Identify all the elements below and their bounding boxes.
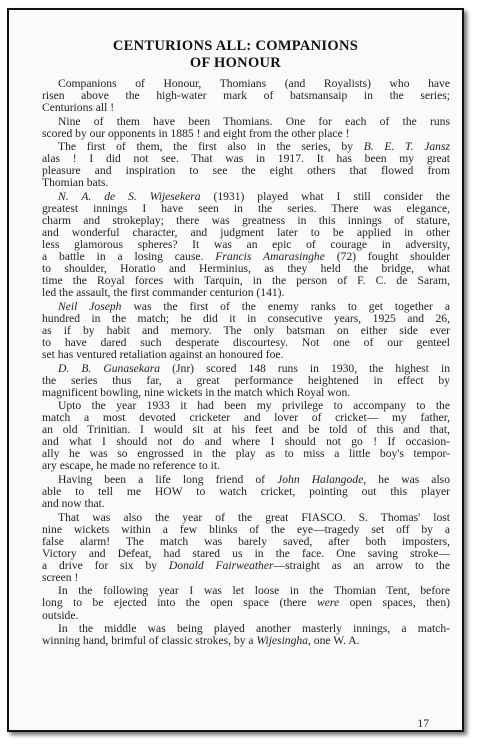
text-line	[42, 498, 450, 510]
text-run: was the first of the enemy ranks to get together a	[121, 299, 451, 313]
text-run: able to tell me HOW to watch cricket, pointing out this player	[42, 485, 450, 499]
text-run: (Jnr) scored 148 runs in 1930, the highest in	[160, 361, 450, 375]
paragraph	[42, 512, 450, 584]
text-run: Thomian bats.	[42, 176, 109, 190]
book-page	[7, 8, 464, 732]
text-run: magnificent bowling, nine wickets in the match which Royal won.	[42, 385, 351, 399]
text-run: The first of them, the first also in the series, by	[58, 140, 364, 154]
text-run: Victory and Defeat, had stared us in the face. One saving stroke—	[42, 546, 450, 560]
text-run: , he was also	[363, 473, 450, 486]
text-run: Having been a life long friend of	[58, 473, 278, 486]
text-line	[42, 102, 450, 114]
italic-name: B. E. T. Jansz	[363, 140, 450, 154]
article-title-line-1: CENTURIONS ALL: COMPANIONS	[112, 38, 359, 54]
paragraph	[42, 585, 450, 621]
paragraph	[42, 363, 450, 399]
italic-name: N. A. de S. Wijesekera	[58, 189, 201, 203]
text-run: a drive for six by	[42, 558, 169, 572]
italic-name: D. B. Gunasekara	[58, 361, 161, 375]
text-line	[42, 610, 450, 622]
text-run: hundred in the match; he did it in consecutive years, 1925 and 26,	[42, 311, 450, 325]
text-run: as if by habit and memory. The only batsman on either side ever	[42, 323, 450, 337]
text-run: Companions of Honour, Thomians (and Royalists) who have	[58, 77, 450, 90]
paragraph	[42, 141, 450, 189]
text-run: ary escape, he made no reference to it.	[42, 459, 220, 473]
text-run: less glamorous spheres? It was an epic of courage in adversity,	[42, 238, 450, 252]
text-run: winning hand, brimful of classic strokes, by a	[42, 634, 257, 648]
text-run: In the following year I was let loose in the Thomian Tent, before	[58, 584, 450, 598]
text-line	[42, 287, 450, 299]
text-line	[42, 349, 450, 361]
text-line	[42, 560, 450, 572]
text-run: set has ventured retaliation against an honoured foe.	[42, 348, 284, 362]
text-run: alas ! I did not see. That was in 1917. It has been my great	[42, 152, 450, 166]
text-run: open spaces, then)	[339, 596, 450, 610]
italic-name: Francis Amarasinghe	[215, 250, 325, 264]
text-run: That was also the year of the great FIASCO. S. Thomas' lost	[58, 510, 450, 524]
text-run: outside.	[42, 608, 79, 622]
text-line	[42, 460, 450, 472]
text-run: In the middle was being played another masterly innings, a match-	[58, 622, 450, 636]
paragraph	[42, 474, 450, 510]
text-run: pleasure and inspiration to see the eight others that flowed from	[42, 164, 450, 178]
text-run: led the assault, the first commander centurion (141).	[42, 286, 285, 300]
text-run: Upto the year 1933 it had been my privilege to accompany to the	[58, 399, 450, 413]
text-run: long to be ejected into the open space (there	[42, 596, 317, 610]
text-line	[42, 635, 450, 647]
article-title-line-2: OF HONOUR	[189, 55, 282, 71]
text-line	[42, 387, 450, 399]
paragraph	[42, 78, 450, 114]
text-run: false alarm! The match was barely saved, after both imposters,	[42, 534, 450, 548]
text-line	[42, 177, 450, 189]
text-run: screen !	[42, 570, 79, 584]
text-run: ally he was so engrossed in the play as to miss a little boy's tempor-	[42, 447, 450, 461]
text-run: , one W. A.	[307, 634, 360, 648]
text-run: and what I should not do and where I should not go ! If occasion-	[42, 435, 450, 449]
italic-name: were	[317, 596, 340, 610]
italic-name: Donald Fairweather	[168, 558, 274, 572]
paragraph	[42, 623, 450, 647]
page-number: 17	[417, 717, 429, 730]
text-run: charm and strokeplay; there was greatness in this innings of stature,	[42, 214, 450, 228]
text-line	[42, 572, 450, 584]
italic-name: Neil Joseph	[58, 299, 122, 313]
text-run: —straight as an arrow to the	[273, 558, 450, 572]
text-run: time the Royal forces with Tarquin, in the person of F. C. de Saram,	[42, 274, 450, 288]
text-run: risen above the high-water mark of batsmansaip in the series;	[42, 89, 450, 103]
text-run: and wonderful character, and judgment later to be applied in other	[42, 226, 450, 240]
italic-name: Wijesingha	[256, 634, 308, 648]
text-run: the series thus far, a great performance heightened in effect by	[42, 373, 450, 387]
paragraph	[42, 400, 450, 472]
paragraph	[42, 191, 450, 299]
text-run: (1931) played what I still consider the	[200, 189, 450, 203]
text-run: scored by our opponents in 1885 ! and eight from the other place !	[42, 126, 350, 140]
text-run: a battle in a losing cause.	[42, 250, 216, 264]
text-line	[42, 597, 450, 609]
text-run: and now that.	[42, 497, 105, 511]
paragraph	[42, 116, 450, 140]
text-run: match a most devoted cricketer and lover of cricket— my father,	[42, 411, 450, 425]
text-run: nine wickets within a few blinks of the eye—tragedy set off by a	[42, 522, 450, 536]
text-run: Nine of them have been Thomians. One for each of the runs	[58, 114, 450, 128]
text-run: greatest innings I have seen in the series. There was elegance,	[42, 201, 450, 215]
text-run: (72) fought shoulder	[324, 250, 450, 264]
text-run: to shoulder, Horatio and Herminius, as they held the bridge, what	[42, 262, 450, 276]
text-run: Centurions all !	[42, 101, 115, 115]
italic-name: John Halangode	[277, 473, 364, 486]
text-run: to have dared such desperate discourtesy. Not one of our genteel	[42, 335, 450, 349]
paragraph	[42, 301, 450, 361]
text-run: an old Trinitian. I would sit at his feet and be told of this and that,	[42, 423, 450, 437]
article-body	[42, 78, 450, 647]
text-line	[42, 128, 450, 140]
